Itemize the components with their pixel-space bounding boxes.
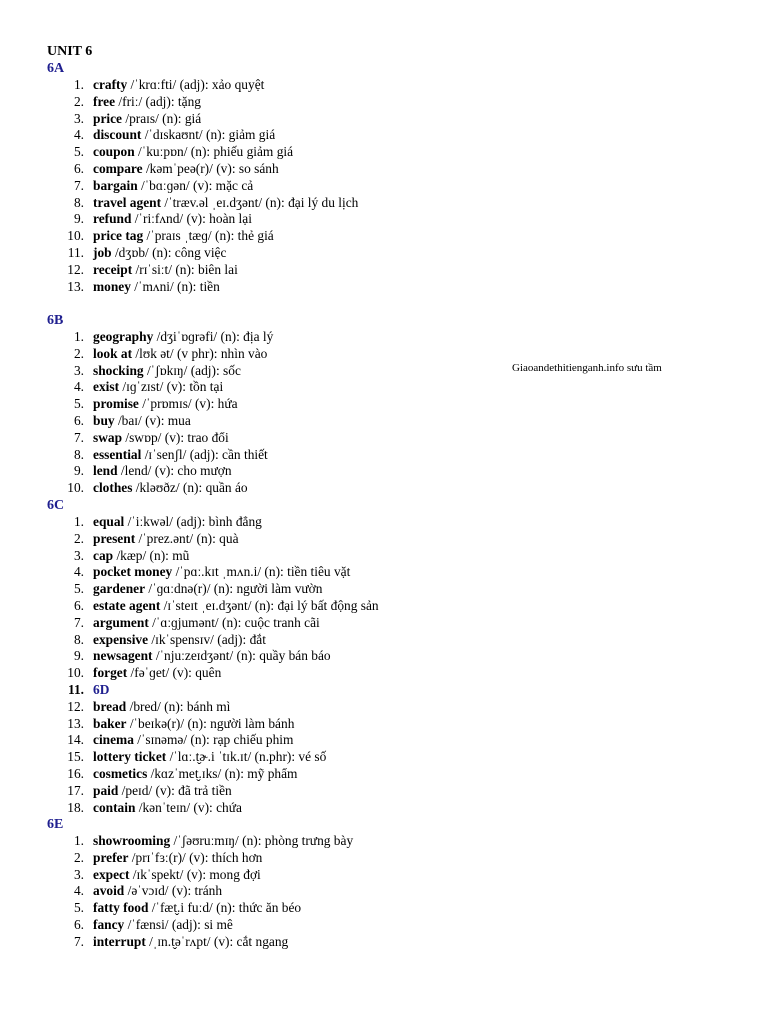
vocab-word: shocking [93,362,144,378]
vocab-definition: /ˈfænsi/ (adj): si mê [124,916,233,932]
vocab-word: lend [93,463,118,479]
vocab-definition: /ˈriːfʌnd/ (v): hoàn lại [131,211,252,227]
vocab-word: prefer [93,849,129,865]
vocab-definition: /ˈɡɑːdnə(r)/ (n): người làm vườn [145,581,323,597]
item-number: 6. [73,916,84,932]
item-number: 14. [67,732,84,748]
vocab-definition: /swɒp/ (v): trao đổi [122,429,229,445]
item-number: 1. [73,514,84,529]
vocab-definition: /ˈlɑː.t̬ɚ.i ˈtɪk.ɪt/ (n.phr): vé số [166,749,327,765]
item-number: 9. [73,463,84,479]
vocab-word: interrupt [93,933,146,949]
vocab-definition: /rɪˈsiːt/ (n): biên lai [132,261,238,277]
vocab-word: coupon [93,144,135,160]
vocab-definition: /ˈprɒmɪs/ (v): hứa [138,396,238,412]
entry-body [93,195,358,212]
item-number: 7. [73,177,84,193]
vocab-word: free [93,93,116,109]
entry-body [93,716,294,733]
entry-body [93,934,288,951]
vocab-definition: /ɪɡˈzɪst/ (v): tồn tại [119,379,224,395]
entry-body [93,632,266,649]
entry-body [93,783,232,800]
vocab-word: geography [93,329,154,344]
entry-body [93,363,241,380]
item-number: 4. [73,564,84,580]
vocab-definition: /praɪs/ (n): giá [122,110,202,126]
item-number: 17. [67,782,84,798]
item-number: 4. [73,127,84,143]
item-number: 2. [73,345,84,361]
vocab-word: bargain [93,177,138,193]
section-heading-6e: 6E [47,817,64,832]
vocab-definition: /bred/ (n): bánh mì [126,698,231,714]
entry-body [93,144,293,161]
vocab-word: crafty [93,77,128,92]
vocab-word: expect [93,866,130,882]
vocab-definition: /ˈmʌni/ (n): tiền [130,278,220,294]
vocab-word: lottery ticket [93,749,167,765]
entry-body [93,245,226,262]
item-number: 6. [73,597,84,613]
item-number: 12. [67,261,84,277]
vocab-definition: /ɪkˈspensɪv/ (adj): đắt [148,631,266,647]
vocab-word: job [93,244,112,260]
entry-body [93,766,297,783]
vocab-word: swap [93,429,123,445]
vocab-definition: /lʊk ət/ (v phr): nhìn vào [132,345,268,361]
vocab-definition: /ˈpɑː.kɪt ˌmʌn.i/ (n): tiền tiêu vặt [172,564,351,580]
item-number: 1. [73,77,84,92]
vocab-definition: /fəˈɡet/ (v): quên [127,665,222,681]
item-number: 3. [73,110,84,126]
vocab-definition: /ˈʃɒkɪŋ/ (adj): sốc [143,362,241,378]
item-number: 5. [73,144,84,160]
item-number: 1. [73,329,84,344]
vocab-definition: /kənˈteɪn/ (v): chứa [135,799,242,815]
entry-body [93,430,229,447]
vocab-definition: /dʒiˈɒɡrəfi/ (n): địa lý [153,329,274,344]
entry-body [93,228,274,245]
entry-body [93,917,233,934]
entry-body [93,867,261,884]
vocab-definition: /ˈiːkwəl/ (adj): bình đẳng [124,514,262,529]
entry-body [93,699,230,716]
entry-body [93,598,379,615]
vocab-definition: /ˈprez.ənt/ (n): quà [135,530,239,546]
vocab-word: essential [93,446,142,462]
vocab-word: cinema [93,732,134,748]
entry-body [93,850,262,867]
item-number: 15. [67,749,84,765]
item-number: 18. [67,799,84,815]
item-number: 2. [73,530,84,546]
vocab-word: fatty food [93,900,149,916]
vocab-word: compare [93,160,143,176]
vocab-word: money [93,278,131,294]
entry-body [93,531,239,548]
entry-body [93,800,242,817]
vocab-definition: /ˈsɪnəmə/ (n): rạp chiếu phim [133,732,294,748]
entry-body [93,329,273,346]
item-number: 7. [73,429,84,445]
item-number: 8. [73,446,84,462]
entry-body [93,279,220,296]
entry-body [93,111,201,128]
vocab-word: price tag [93,228,144,244]
item-number: 8. [73,194,84,210]
watermark-text: Giaoandethitienganh.info sưu tầm [512,362,662,374]
vocab-definition: /dʒɒb/ (n): công việc [111,244,227,260]
vocab-definition: /ˈʃəʊruːmɪŋ/ (n): phòng trưng bày [170,833,354,848]
section-heading-6b: 6B [47,313,64,328]
entry-body [93,94,201,111]
item-number: 8. [73,631,84,647]
item-number: 11. [67,244,84,260]
item-number: 9. [73,648,84,664]
entry-body [93,548,189,565]
item-number: 3. [73,362,84,378]
vocab-definition: /ˈbeɪkə(r)/ (n): người làm bánh [126,715,295,731]
entry-body [93,161,279,178]
entry-body [93,379,223,396]
item-number: 10. [67,480,84,496]
vocab-definition: /kəmˈpeə(r)/ (v): so sánh [142,160,279,176]
vocab-definition: /ˈpraɪs ˌtæɡ/ (n): thẻ giá [143,228,274,244]
entry-body [93,615,320,632]
vocab-word: cosmetics [93,765,148,781]
vocab-definition: /kæp/ (n): mũ [113,547,190,563]
vocab-word: bread [93,698,127,714]
entry-body [93,447,268,464]
item-number: 6. [73,160,84,176]
vocab-definition: /kɑzˈmet̬.ɪks/ (n): mỹ phẩm [147,765,298,781]
entry-body [93,346,267,363]
vocab-word: refund [93,211,132,227]
vocab-definition: /əˈvɔɪd/ (v): tránh [124,883,223,899]
item-number: 5. [73,581,84,597]
vocab-word: clothes [93,480,133,496]
vocab-word: receipt [93,261,133,277]
vocab-definition: /kləʊðz/ (n): quần áo [132,480,248,496]
vocab-word: price [93,110,122,126]
vocab-word: gardener [93,581,146,597]
vocab-definition: /friː/ (adj): tặng [115,93,201,109]
vocab-definition: /ˈkrɑːfti/ (adj): xảo quyệt [127,77,265,92]
entry-body [93,77,264,94]
item-number: 7. [73,933,84,949]
vocab-word: baker [93,715,127,731]
vocab-word: argument [93,614,149,630]
vocab-definition: /ɪˈsteɪt ˌeɪ.dʒənt/ (n): đại lý bất động sản [160,597,379,613]
entry-body [93,463,232,480]
vocab-word: equal [93,514,125,529]
entry-body [93,648,331,665]
vocab-word: fancy [93,916,125,932]
vocab-word: travel agent [93,194,162,210]
entry-body [93,211,252,228]
item-number: 2. [73,93,84,109]
entry-body [93,833,353,850]
item-number: 13. [67,278,84,294]
vocab-word: newsagent [93,648,153,664]
item-number: 13. [67,715,84,731]
entry-body [93,127,275,144]
entry-body [93,413,191,430]
sub-section-heading-text: 6D [93,681,110,697]
vocab-definition: /ˈɑːɡjumənt/ (n): cuộc tranh cãi [148,614,320,630]
item-number: 12. [67,698,84,714]
vocab-word: promise [93,396,139,412]
entry-body [93,665,221,682]
vocab-definition: /ˈtræv.əl ˌeɪ.dʒənt/ (n): đại lý du lịch [161,194,359,210]
entry-body [93,396,238,413]
vocab-word: expensive [93,631,149,647]
entry-body [93,480,248,497]
entry-body [93,564,350,581]
vocab-word: showrooming [93,833,171,848]
vocab-word: pocket money [93,564,173,580]
vocab-definition: /prɪˈfɜː(r)/ (v): thích hơn [128,849,263,865]
vocab-definition: /baɪ/ (v): mua [114,412,191,428]
item-number: 5. [73,396,84,412]
item-number: 4. [73,379,84,395]
vocab-definition: /peɪd/ (v): đã trả tiền [118,782,232,798]
vocab-definition: /ˈfæt̬.i fuːd/ (n): thức ăn béo [148,900,302,916]
item-number: 7. [73,614,84,630]
vocab-word: forget [93,665,128,681]
item-number: 10. [67,665,84,681]
entry-body [93,514,262,531]
entry-body [93,883,222,900]
item-number: 3. [73,547,84,563]
item-number: 11. [68,681,84,697]
vocab-definition: /lend/ (v): cho mượn [117,463,232,479]
vocab-word: paid [93,782,119,798]
vocab-word: cap [93,547,114,563]
section-heading-6a: 6A [47,61,65,76]
entry-body [93,581,322,598]
item-number: 16. [67,765,84,781]
item-number: 1. [73,833,84,848]
vocab-definition: /ɪˈsenʃl/ (adj): cần thiết [141,446,268,462]
section-heading-6c: 6C [47,498,65,513]
item-number: 5. [73,900,84,916]
item-number: 10. [67,228,84,244]
vocab-definition: /ˈkuːpɒn/ (n): phiếu giảm giá [134,144,294,160]
item-number: 6. [73,412,84,428]
vocab-word: buy [93,412,115,428]
vocab-definition: /ˈdɪskaʊnt/ (n): giảm giá [141,127,276,143]
item-number: 4. [73,883,84,899]
entry-body [93,178,253,195]
vocab-definition: /ˈbɑːɡən/ (v): mặc cả [137,177,254,193]
entry-body [93,749,326,766]
item-number: 9. [73,211,84,227]
vocab-definition: /ˌɪn.t̬əˈrʌpt/ (v): cắt ngang [145,933,289,949]
entry-body [93,732,293,749]
item-number: 2. [73,849,84,865]
vocab-word: estate agent [93,597,161,613]
vocab-word: avoid [93,883,125,899]
vocab-word: look at [93,345,133,361]
vocab-word: discount [93,127,142,143]
entry-body [93,262,238,279]
vocab-word: exist [93,379,120,395]
item-number: 3. [73,866,84,882]
entry-body [93,900,301,917]
vocab-definition: /ˈnjuːzeɪdʒənt/ (n): quầy bán báo [152,648,331,664]
vocab-definition: /ɪkˈspekt/ (v): mong đợi [129,866,261,882]
vocab-word: contain [93,799,136,815]
vocab-word: present [93,530,136,546]
unit-title: UNIT 6 [47,44,93,59]
